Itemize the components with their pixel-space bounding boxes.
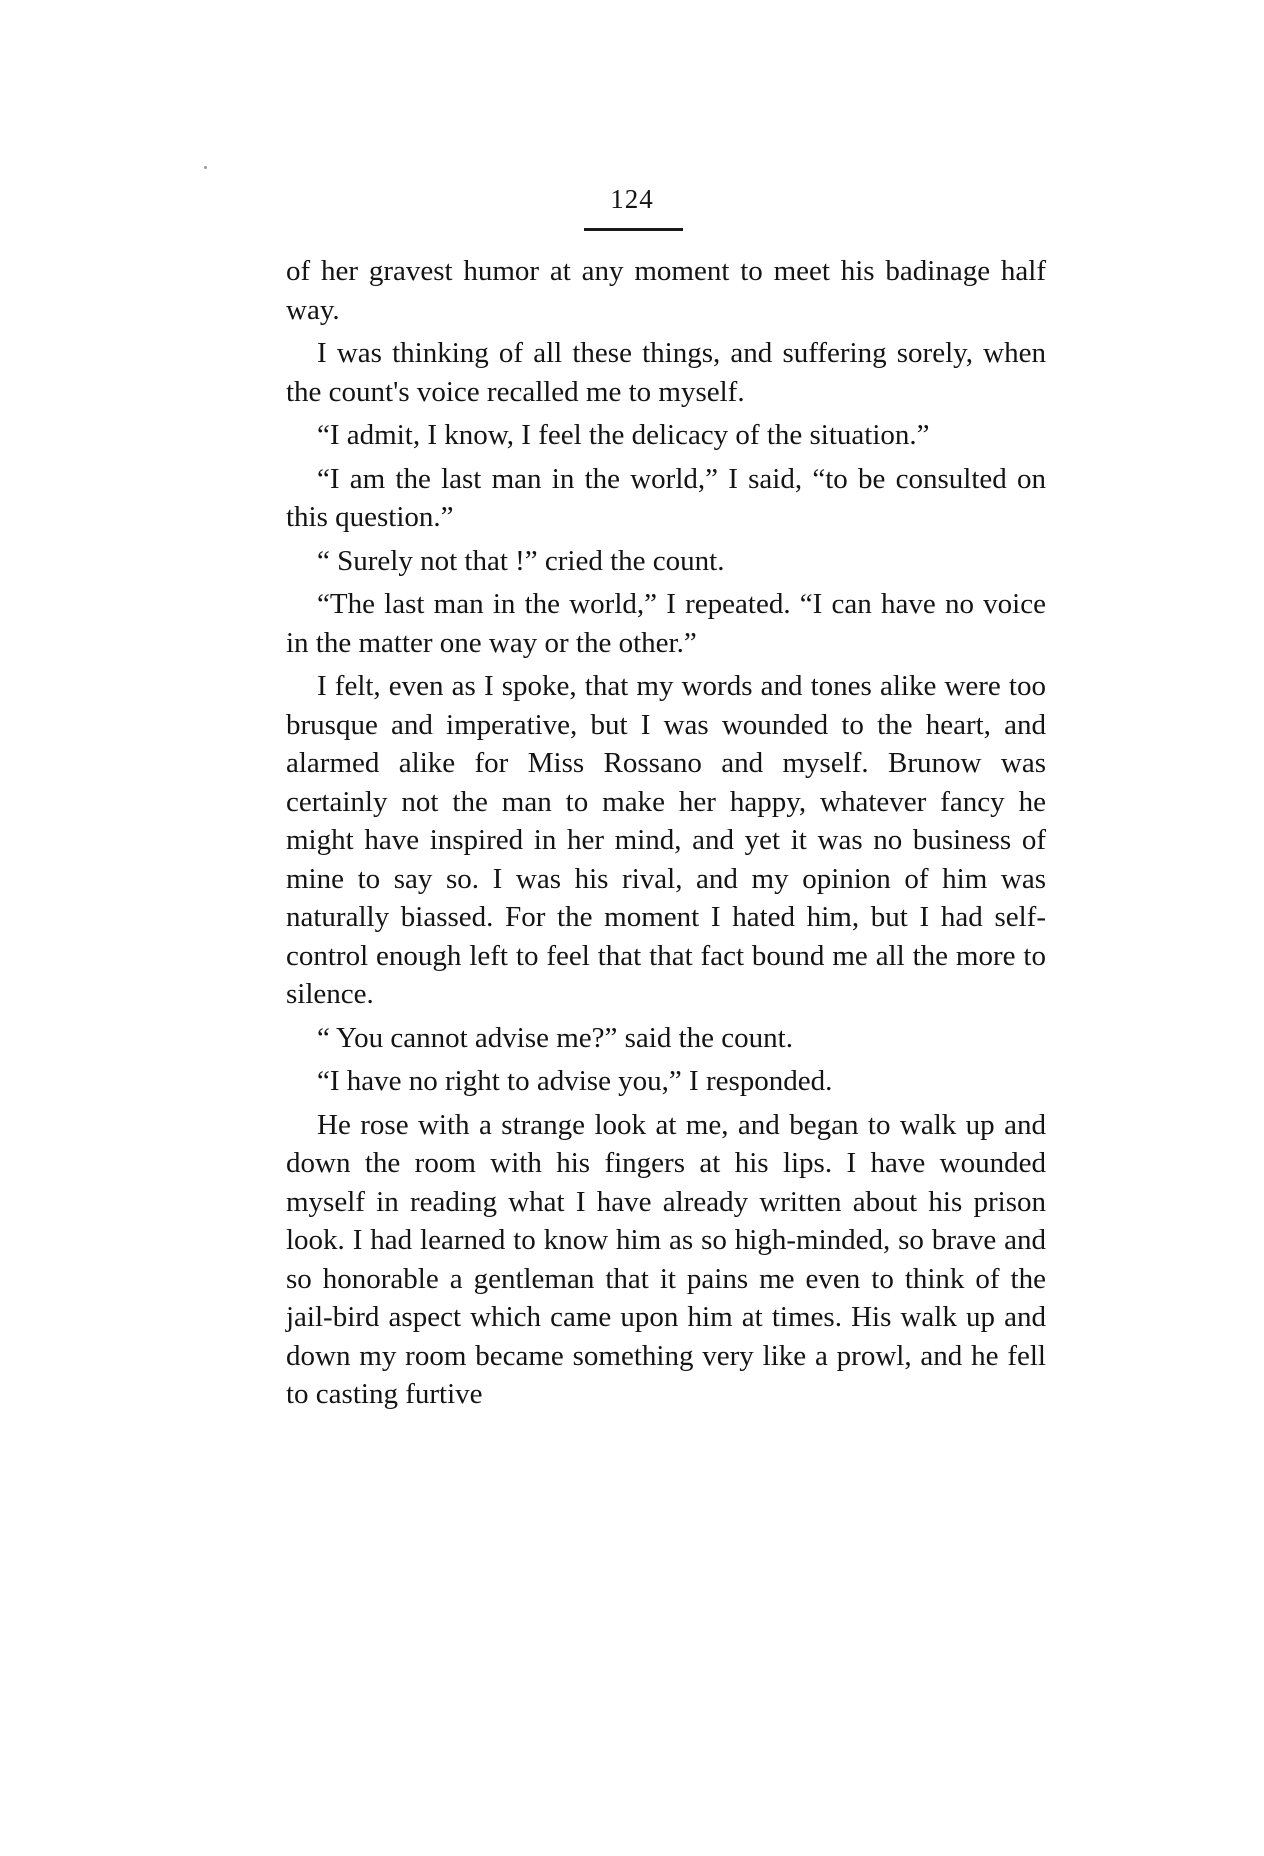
paragraph: “The last man in the world,” I repeated. “I can have no voice in the matter one way or the other.” — [286, 588, 1046, 659]
paragraph: “ Surely not that !” cried the count. — [317, 544, 725, 577]
paragraph: “I admit, I know, I feel the delicacy of the situation.” — [317, 419, 930, 451]
page-number: 124 — [610, 184, 654, 214]
paragraph: I felt, even as I spoke, that my words and tones alike were too brusque and imperative, but I was wounded to the heart, and alarmed alike for Miss Rossano and myself. Brunow was certainly not the man to make her happy, whatever fancy he might have inspired in her mind, and yet it was no business of mine to say so. I was his rival, and my opinion of him was naturally biassed. For the moment I hated him, but I had self-control enough left to feel that that fact bound me all the more to silence. — [286, 670, 1046, 1010]
body-text — [286, 252, 1046, 1419]
paragraph: “ You cannot advise me?” said the count. — [317, 1021, 793, 1054]
paragraph: I was thinking of all these things, and suffering sorely, when the count's voice recalled me to myself. — [286, 337, 1046, 408]
paragraph-continued: of her gravest humor at any moment to meet his badinage half way. — [286, 255, 1046, 326]
paragraph: “I have no right to advise you,” I responded. — [317, 1065, 833, 1097]
page-number-rule — [584, 228, 683, 231]
paragraph: “I am the last man in the world,” I said, “to be consulted on this question.” — [286, 462, 1046, 533]
scan-speck — [204, 166, 207, 169]
paragraph: He rose with a strange look at me, and began to walk up and down the room with his fingers at his lips. I have wounded myself in reading what I have already written about his prison look. I had learned to know him as so high-minded, so brave and so honorable a gentleman that it pains me even to think of the jail-bird aspect which came upon him at times. His walk up and down my room became something very like a prowl, and he fell to casting furtive — [286, 1108, 1046, 1410]
